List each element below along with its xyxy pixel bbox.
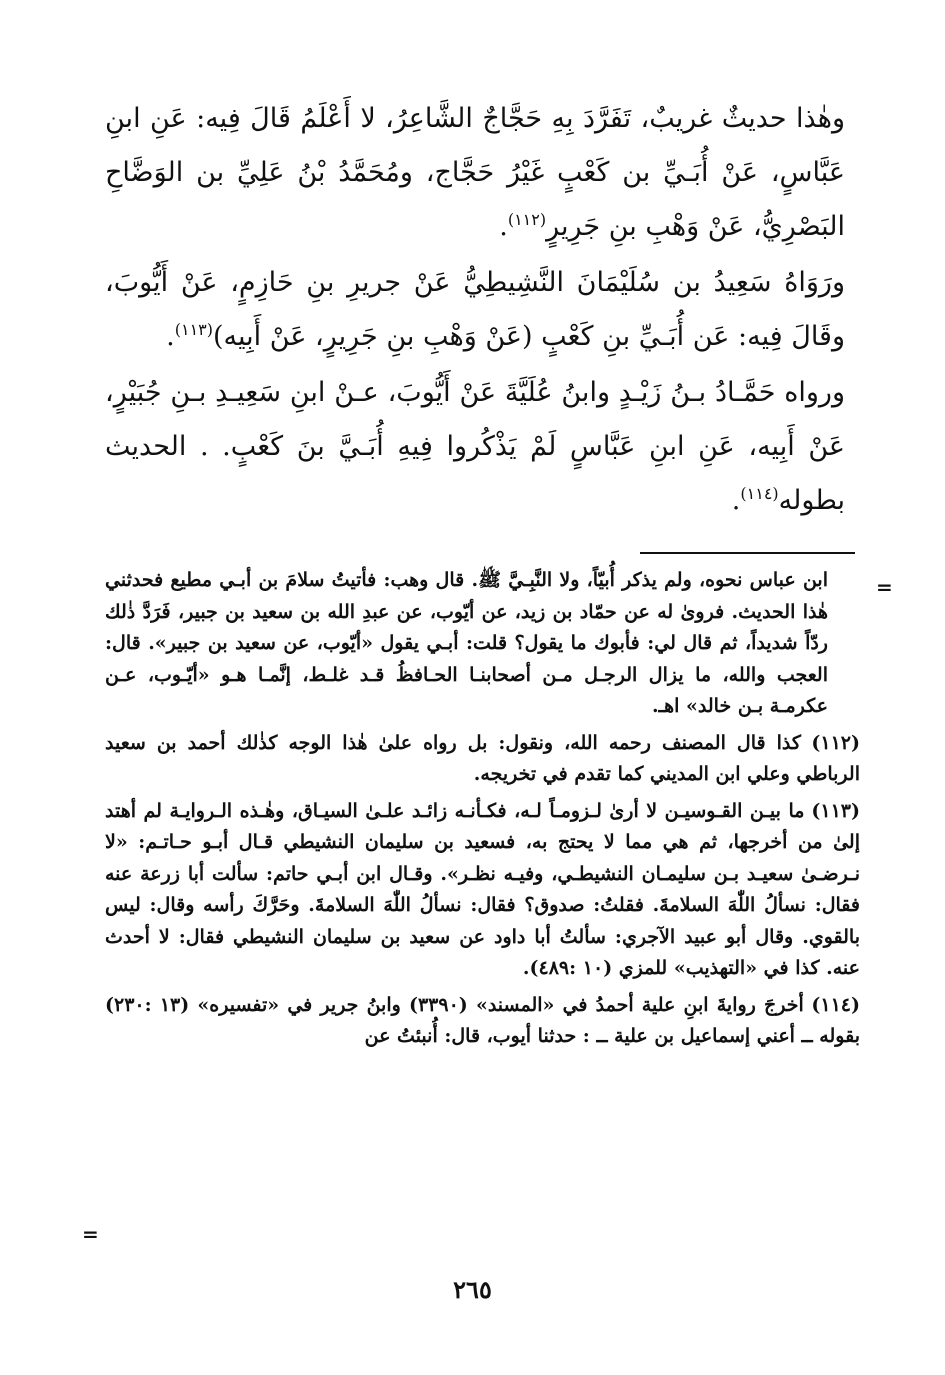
- footnote-113: [105, 796, 860, 985]
- footnote-ref-113[interactable]: (١١٣): [174, 320, 214, 339]
- main-paragraph-3: [105, 366, 845, 528]
- paragraph-text: ورواه حَمَّـادُ بـنُ زَيْـدٍ وابنُ عُلَيَّةَ عَنْ أَيُّوبَ، عـنْ ابنِ سَعِيـدِ بـنِ جُبَيْرٍ، عَنْ أَبِيه، عَنِ ابنِ عَبَّاسٍ لَمْ يَذْكُروا فِيهِ أُبَـيَّ بنَ كَعْبٍ. . الحديث بطوله: [105, 377, 845, 516]
- footnote-text: ما بيـن القـوسيـن لا أرىٰ لـزومـاً لـه، فكـأنـه زائـد علـىٰ السيـاق، وهٰـذه الـروايـة لم أهتد إلىٰ من أخرجها، ثم هي مما لا يحتج به، فسعيد بن سليمان النشيطي قـال أبـو حـاتـم: «لا نـرضـىٰ سعيـد بـن سليمـان النشيطـي، وفيـه نظـر». وقـال ابن أبـي حاتم: سألت أبا زرعة عنه فقال: نسألُ اللّٰهَ السلامةَ. فقلتُ: صدوق؟ فقال: نسألُ اللّٰهَ السلامةَ. وحَرَّكَ رأسه وقال: ليس بالقوي. وقال أبو عبيد الآجري: سألتُ أبا داود عن سعيد بن سليمان النشيطي فقال: لا أحدث عنه. كذا في «التهذيب» للمزي (١٠ :٤٨٩).: [105, 799, 860, 979]
- footnotes-section: [105, 565, 860, 1058]
- continuation-mark-top: =: [876, 575, 893, 599]
- page-number: ٢٦٥: [453, 1275, 492, 1304]
- paragraph-end: .: [731, 485, 741, 516]
- footnote-number: (١١٢): [811, 731, 860, 754]
- main-text: [105, 92, 845, 530]
- footnote-ref-114[interactable]: (١١٤): [740, 484, 779, 503]
- footnote-112: [105, 728, 860, 791]
- continuation-mark-bottom: =: [82, 1222, 99, 1246]
- footnote-114: [105, 990, 860, 1053]
- paragraph-end: .: [499, 211, 508, 242]
- footnote-ref-112[interactable]: (١١٢): [507, 210, 547, 229]
- footnote-text: ابن عباس نحوه، ولم يذكر أُبيّاً، ولا النَّبِـيَّ ﷺ. قال وهب: فأتيتُ سلامَ بن أبـي مطيع فحدثني هٰذا الحديث. فروىٰ له عن حمّاد بن زيد، عن أيّوب، عن عبدِ الله بن سعيد بن جبير، فَرَدَّ ذٰلك ردّاً شديداً، ثم قال لي: فأبوك ما يقول؟ قلت: أبـي يقول «أيّوب، عن سعيد بن جبير». قال: العجب والله، ما يزال الرجـل مـن أصحابنـا الحـافظُ قـد غلـط، إنَّمـا هـو «أيّـوب، عـن عكرمـة بـن خالد» اهـ.: [105, 569, 828, 717]
- footnote-number: (١١٣): [811, 799, 860, 822]
- paragraph-text: وهٰذا حديثٌ غريبٌ، تَفَرَّدَ بِهِ حَجَّاجٌ الشَّاعِرُ، لا أَعْلَمُ قَالَ فِيه: عَنِ ابنِ عَبَّاسٍ، عَنْ أُبَـيِّ بن كَعْبٍ غَيْرُ حَجَّاج، ومُحَمَّدُ بْنُ عَلِيِّ بن الوَضَّاحِ البَصْرِيُّ، عَنْ وَهْبِ بنِ جَرِيرٍ: [105, 103, 845, 242]
- footnote-text: أخرجَ روايةَ ابنِ علية أحمدُ في «المسند» (٣٣٩٠) وابنُ جرير في «تفسيره» (١٣ :٢٣٠) بقوله ــ أعني إسماعيل بن علية ــ : حدثنا أيوب، قال: أُنبئتُ عن: [105, 993, 860, 1047]
- footnote-continued: [105, 565, 860, 723]
- paragraph-end: .: [166, 321, 175, 352]
- footnote-number: (١١٤): [811, 993, 860, 1016]
- paragraph-text: ورَوَاهُ سَعِيدُ بن سُلَيْمَانَ النَّشِيطِيُّ عَنْ جريرِ بنِ حَازِمٍ، عَنْ أَيُّوبَ، وقَالَ فِيه: عَن أُبَـيِّ بنِ كَعْبٍ (عَنْ وَهْبِ بنِ جَرِيرٍ، عَنْ أَبِيه): [105, 267, 845, 352]
- main-paragraph-1: [105, 92, 845, 254]
- footnote-text: كذا قال المصنف رحمه الله، ونقول: بل رواه علىٰ هٰذا الوجه كذٰلك أحمد بن سعيد الرباطي وعلي ابن المديني كما تقدم في تخريجه.: [105, 731, 860, 785]
- main-paragraph-2: [105, 256, 845, 364]
- footnote-separator: [640, 552, 855, 554]
